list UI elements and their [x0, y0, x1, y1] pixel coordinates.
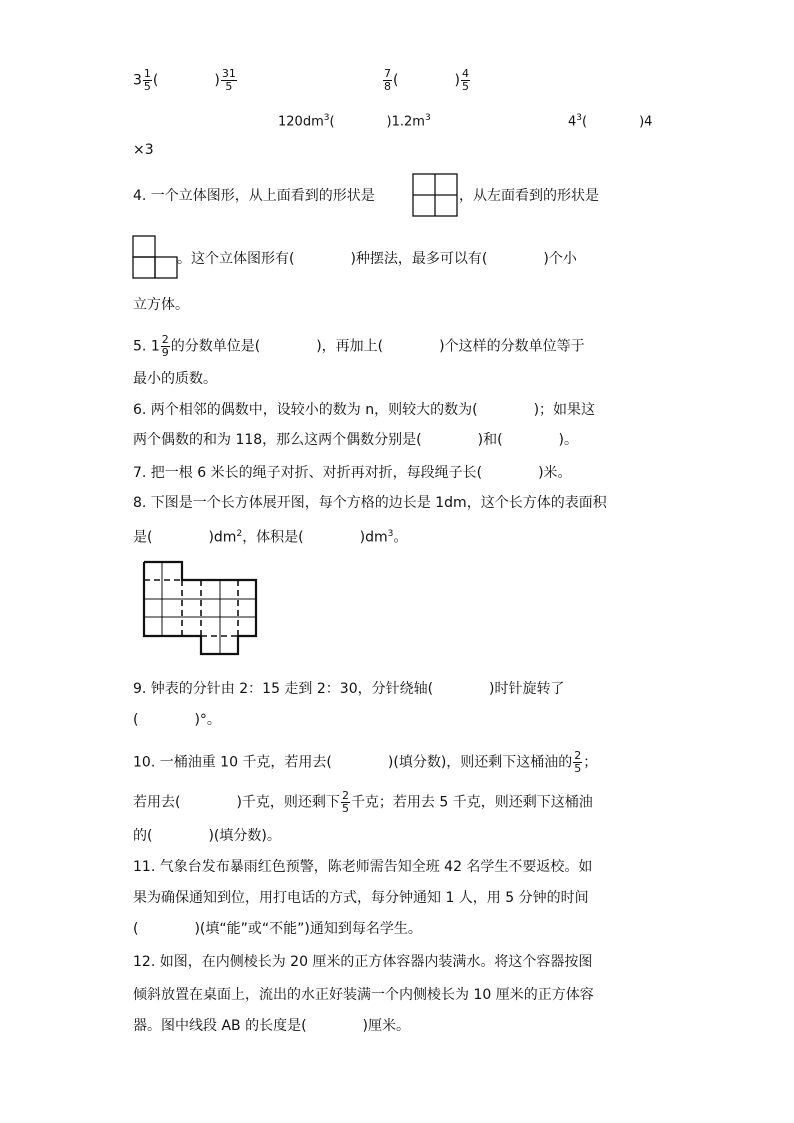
fraction	[161, 334, 170, 359]
q11-line3: ( )(填“能”或“不能”)通知到每名学生。	[133, 921, 422, 937]
fraction	[341, 790, 350, 815]
denominator: 5	[461, 80, 469, 93]
denominator: 5	[574, 762, 582, 775]
q4-line1b: ，从左面看到的形状是	[459, 188, 599, 204]
denominator: 8	[384, 80, 391, 93]
numerator: 31	[221, 67, 236, 80]
q10-text-a: 10. 一桶油重 10 千克，若用去( )(填分数)，则还剩下这桶油的	[133, 754, 573, 771]
q12-line2: 倾斜放置在桌面上，流出的水正好装满一个内侧棱长为 10 厘米的正方体容	[133, 987, 594, 1003]
superscript: 3	[576, 113, 583, 123]
q12-line3: 器。图中线段 AB 的长度是( )厘米。	[133, 1018, 411, 1034]
denominator: 5	[341, 802, 349, 815]
q8-line2	[133, 525, 407, 547]
pow-base: 4	[568, 114, 577, 130]
superscript: 2	[236, 529, 243, 539]
q8-text-c: 。	[393, 529, 408, 546]
q10-text-b: ；	[583, 754, 598, 771]
q5-line2: 最小的质数。	[133, 371, 217, 387]
q5-line1	[133, 334, 585, 359]
q3-compare-4	[568, 109, 652, 131]
denominator: 9	[161, 346, 169, 359]
q10-line3: 的( )(填分数)。	[133, 828, 281, 844]
q3-compare-3	[278, 109, 431, 131]
q8-line1: 8. 下图是一个长方体展开图，每个方格的边长是 1dm，这个长方体的表面积	[133, 495, 607, 511]
numerator: 1	[143, 67, 151, 80]
mixed-whole: 1	[150, 338, 160, 355]
numerator: 2	[161, 333, 169, 346]
q9-line2: ( )°。	[133, 712, 221, 728]
q10-text-d: 千克；若用去 5 千克，则还剩下这桶油	[350, 794, 593, 811]
q3-wrap: ×3	[133, 142, 154, 158]
fraction-4	[461, 68, 470, 93]
cuboid-net-figure	[142, 560, 262, 658]
numerator: 4	[461, 67, 469, 80]
q3-compare-1	[133, 68, 238, 93]
mixed-whole: 3	[133, 72, 142, 89]
fraction-3	[383, 68, 392, 93]
answer-blank[interactable]: ( )1.2m	[329, 114, 425, 130]
q4-line3: 立方体。	[133, 297, 189, 313]
numerator: 2	[341, 789, 349, 802]
q7-line1: 7. 把一根 6 米长的绳子对折、对折再对折，每段绳子长( )米。	[133, 465, 572, 481]
superscript: 3	[323, 113, 330, 123]
denominator: 5	[143, 80, 151, 93]
q5-prefix: 5.	[133, 338, 151, 355]
q10-line2	[133, 790, 593, 815]
answer-blank[interactable]: ( )	[393, 72, 460, 89]
q4-line1	[133, 187, 375, 205]
numerator: 2	[574, 749, 582, 762]
q5-text: 的分数单位是( )，再加上( )个这样的分数单位等于	[170, 338, 585, 355]
superscript: 3	[387, 529, 394, 539]
q10-text-c: 若用去( )千克，则还剩下	[133, 794, 340, 811]
q8-text-b: ，体积是( )dm	[242, 529, 388, 546]
q4-text-a: 4. 一个立体图形，从上面看到的形状是	[133, 188, 375, 204]
q11-line1: 11. 气象台发布暴雨红色预警，陈老师需告知全班 42 名学生不要返校。如	[133, 859, 593, 875]
fraction-2	[221, 68, 237, 93]
answer-blank[interactable]: ( )	[152, 72, 220, 89]
answer-blank[interactable]: ( )4	[582, 114, 653, 130]
q10-line1	[133, 750, 597, 775]
q6-line2: 两个偶数的和为 118，那么这两个偶数分别是( )和( )。	[133, 432, 579, 448]
numerator: 7	[384, 67, 391, 80]
denominator: 5	[225, 80, 233, 93]
q11-line2: 果为确保通知到位，用打电话的方式，每分钟通知 1 人，用 5 分钟的时间	[133, 890, 589, 906]
q3-compare-2	[382, 68, 471, 93]
superscript: 3	[424, 113, 431, 123]
fraction	[573, 750, 582, 775]
left-view-figure	[132, 235, 180, 279]
vol-left: 120dm	[278, 114, 324, 130]
q6-line1: 6. 两个相邻的偶数中，设较小的数为 n，则较大的数为( )；如果这	[133, 402, 596, 418]
q12-line1: 12. 如图，在内侧棱长为 20 厘米的正方体容器内装满水。将这个容器按图	[133, 954, 593, 970]
top-view-figure	[412, 173, 458, 217]
q8-text-a: 是( )dm	[133, 529, 237, 546]
q9-line1: 9. 钟表的分针由 2：15 走到 2：30，分针绕轴( )时针旋转了	[133, 681, 565, 697]
fraction-1	[143, 68, 152, 93]
q4-line2: 。这个立体图形有( )种摆法，最多可以有( )个小	[177, 251, 577, 267]
